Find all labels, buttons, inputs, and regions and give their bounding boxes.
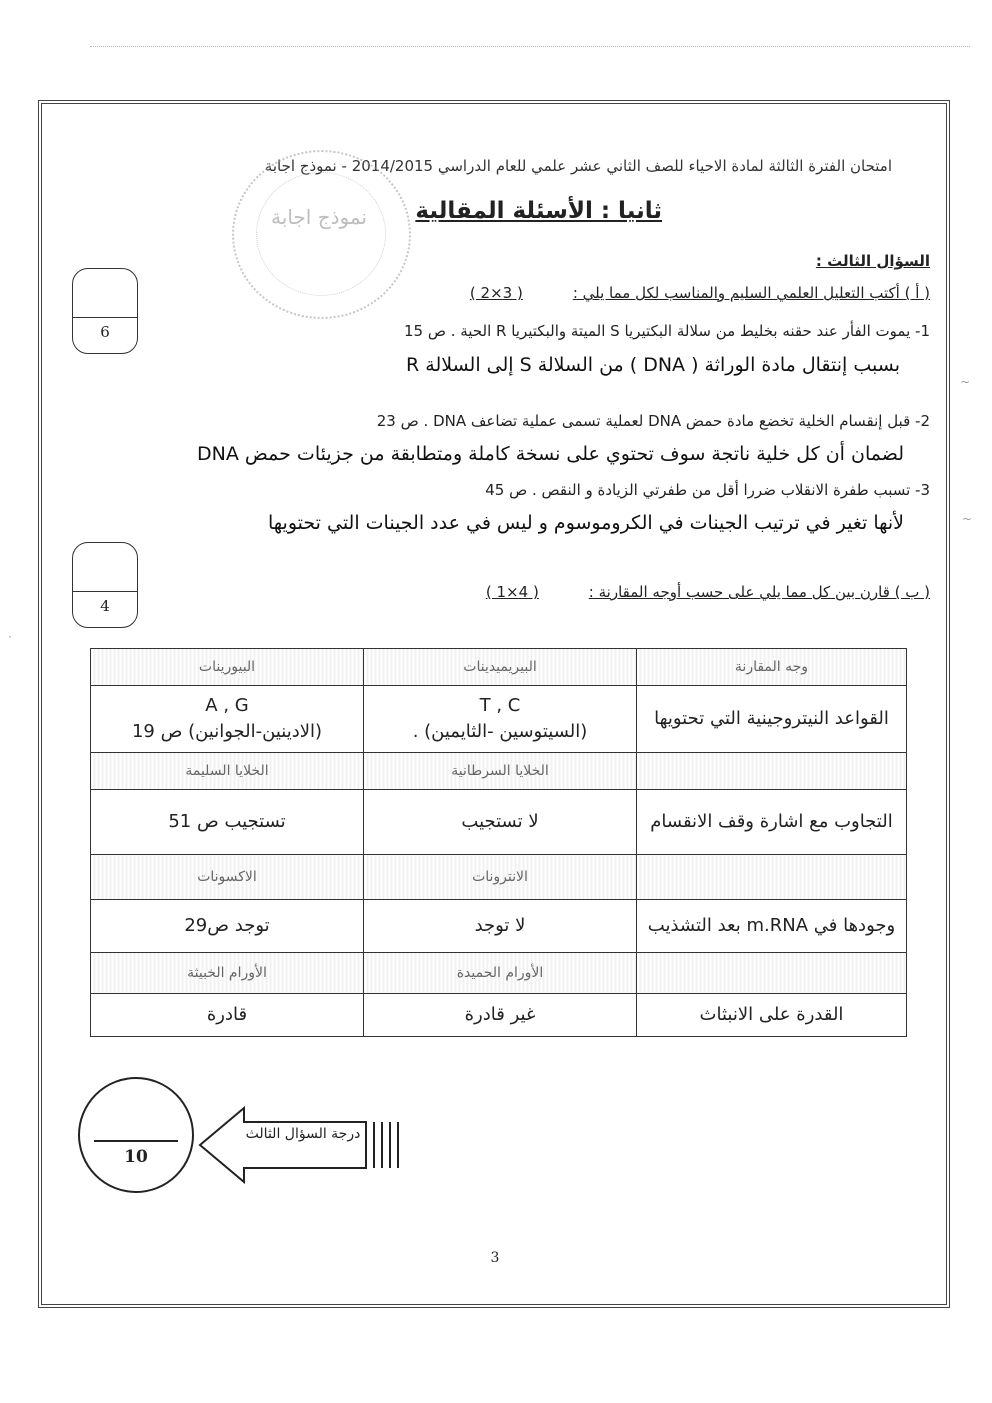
section-title: ثانيا : الأسئلة المقالية: [415, 198, 662, 224]
stamp-text: نموذج اجابة: [271, 205, 367, 229]
table-row: [91, 994, 907, 1037]
part-b-instruction: [486, 583, 930, 601]
stamp-inner-ring: [256, 172, 386, 296]
table-header-row: [91, 953, 907, 994]
part-a-instruction: [470, 284, 930, 302]
item-2-question: 2- قبل إنقسام الخلية تخضع مادة حمض DNA لعملية تسمى عملية تضاعف DNA . ص 23: [376, 412, 930, 430]
total-score-label: درجة السؤال الثالث: [245, 1126, 361, 1142]
row-aspect: القواعد النيتروجينية التي تحتويها: [637, 686, 907, 753]
table-row: [91, 686, 907, 753]
row-aspect: وجودها في m.RNA بعد التشذيب: [637, 900, 907, 953]
table-header-row: [91, 855, 907, 900]
part-a-score: 6: [100, 323, 110, 341]
cell-line: (السيتوسين -الثايمين) .: [412, 721, 588, 742]
part-b-label: ( ب ) قارن بين كل مما يلي على حسب أوجه المقارنة :: [588, 583, 930, 601]
row-aspect: التجاوب مع اشارة وقف الانقسام: [637, 790, 907, 855]
scan-smudge: ~: [962, 512, 973, 526]
school-stamp: [232, 150, 411, 319]
part-a-points: ( 3×2 ): [469, 284, 523, 302]
total-score-circle: [78, 1077, 194, 1193]
row-col1: [364, 686, 637, 753]
header-aspect: [637, 855, 907, 900]
header-aspect: وجه المقارنة: [637, 649, 907, 686]
row-col1: لا توجد: [364, 900, 637, 953]
scan-noise-top: [90, 18, 970, 47]
table-header-row: [91, 649, 907, 686]
item-3-question: 3- تسبب طفرة الانقلاب ضررا أقل من طفرتي الزيادة و النقص . ص 45: [485, 481, 930, 499]
scan-smudge: ·: [8, 630, 12, 644]
row-col1: لا تستجيب: [364, 790, 637, 855]
question-title: السؤال الثالث :: [815, 252, 930, 270]
exam-title: امتحان الفترة الثالثة لمادة الاحياء للصف الثاني عشر علمي للعام الدراسي 2014/2015 - نموذج اجابة: [264, 157, 892, 175]
cell-line: A , G: [205, 695, 249, 716]
item-1-question: 1- يموت الفأر عند حقنه بخليط من سلالة البكتيريا S الميتة والبكتيريا R الحية . ص 15: [403, 322, 930, 340]
header-col2: الاكسونات: [91, 855, 364, 900]
page-number: 3: [490, 1250, 500, 1266]
header-aspect: [637, 953, 907, 994]
cell-line: T , C: [479, 695, 521, 716]
part-b-score: 4: [100, 597, 110, 615]
header-col1: البيريميدينات: [364, 649, 637, 686]
row-col2: [91, 686, 364, 753]
header-col1: الخلايا السرطانية: [364, 753, 637, 790]
total-score-divider: [94, 1140, 178, 1142]
left-arrow-icon: [196, 1100, 416, 1190]
part-b-score-box: [72, 542, 138, 628]
table-header-row: [91, 753, 907, 790]
item-2-answer: لضمان أن كل خلية ناتجة سوف تحتوي على نسخة كاملة ومتطابقة من جزيئات حمض DNA: [197, 443, 904, 465]
part-b-points: ( 4×1 ): [485, 583, 539, 601]
table-row: [91, 900, 907, 953]
part-a-label: ( أ ) أكتب التعليل العلمي السليم والمناسب لكل مما يلي :: [572, 284, 930, 302]
total-score: 10: [124, 1147, 148, 1167]
header-col2: الأورام الخبيثة: [91, 953, 364, 994]
part-a-score-box: [72, 268, 138, 354]
header-col2: الخلايا السليمة: [91, 753, 364, 790]
row-col1: غير قادرة: [364, 994, 637, 1037]
header-col2: البيورينات: [91, 649, 364, 686]
row-aspect: القدرة على الانبثاث: [637, 994, 907, 1037]
row-col2: قادرة: [91, 994, 364, 1037]
row-col2: تستجيب ص 51: [91, 790, 364, 855]
header-aspect: [637, 753, 907, 790]
scan-smudge: ~: [960, 375, 971, 389]
header-col1: الانترونات: [364, 855, 637, 900]
comparison-table: [90, 648, 907, 1037]
item-1-answer: بسبب إنتقال مادة الوراثة ( DNA ) من السلالة S إلى السلالة R: [406, 354, 900, 376]
cell-line: (الادينين-الجوانين) ص 19: [131, 721, 323, 742]
table-row: [91, 790, 907, 855]
score-divider: [73, 317, 137, 318]
header-col1: الأورام الحميدة: [364, 953, 637, 994]
row-col2: توجد ص29: [91, 900, 364, 953]
item-3-answer: لأنها تغير في ترتيب الجينات في الكروموسوم و ليس في عدد الجينات التي تحتويها: [268, 512, 904, 534]
score-divider: [73, 591, 137, 592]
